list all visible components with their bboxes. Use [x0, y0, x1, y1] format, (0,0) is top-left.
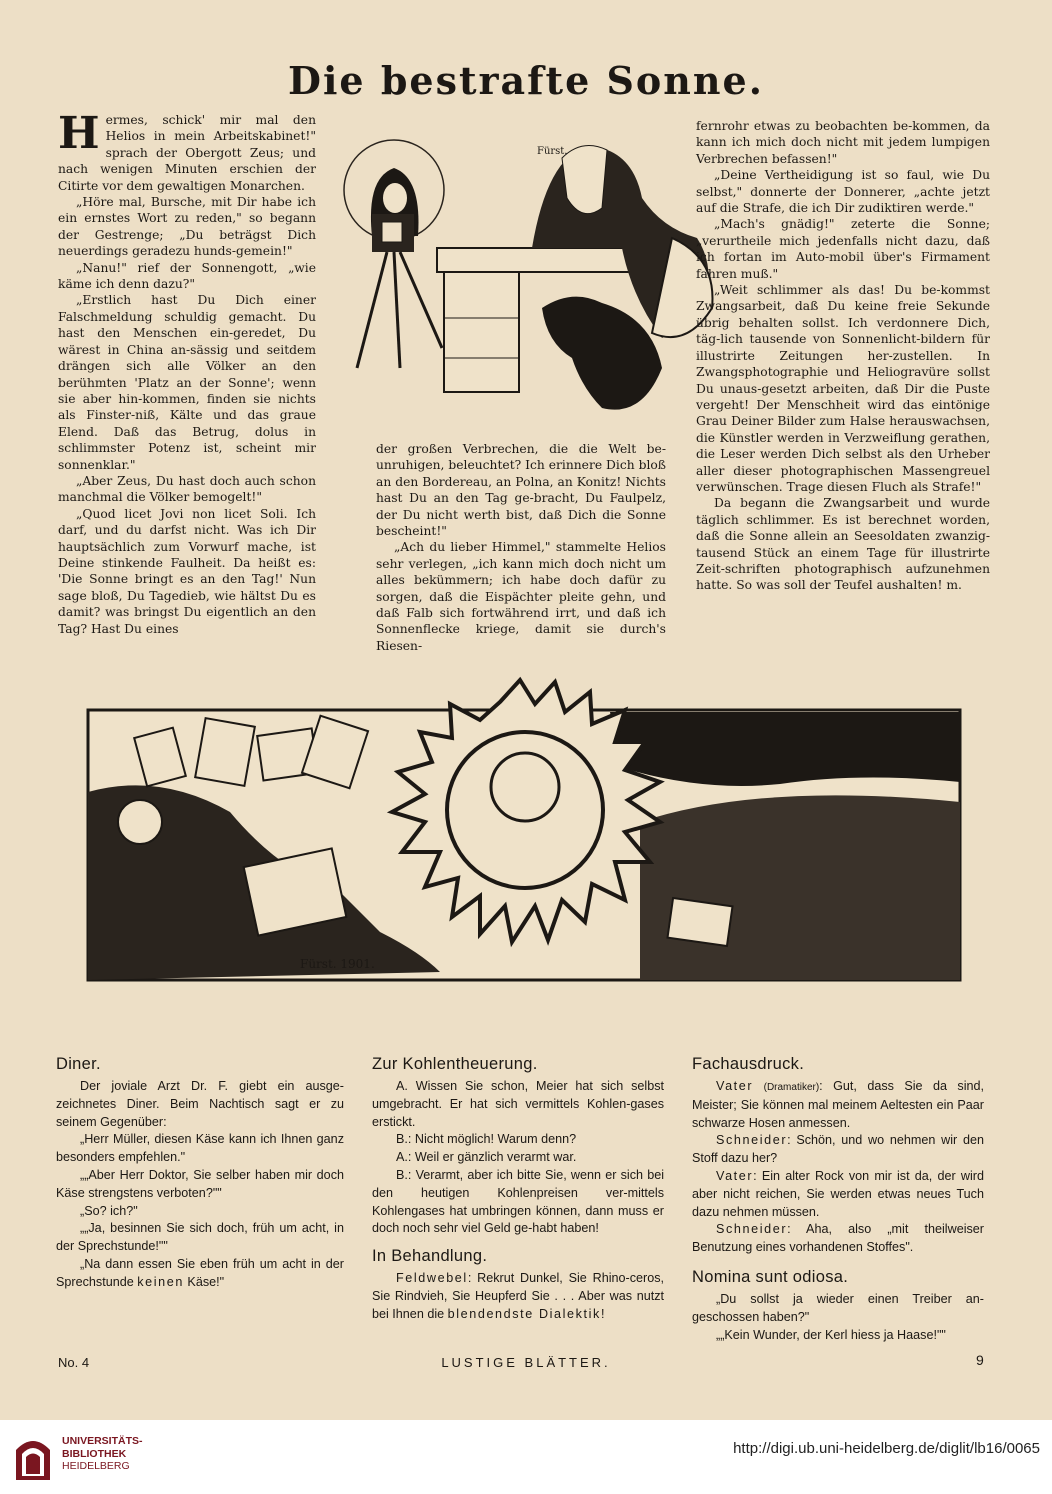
helios-face — [383, 183, 407, 213]
story-left-p3: „Nanu!" rief der Sonnengott, „wie käme ich denn dazu?" — [58, 260, 316, 292]
nomina-heading: Nomina sunt odiosa. — [692, 1267, 849, 1286]
nomina-p2: „„Kein Wunder, der Kerl hiess ja Haase!"" — [716, 1327, 946, 1342]
library-bar — [0, 1420, 1052, 1494]
fach-column — [692, 1054, 984, 1344]
top-illustration-signature: Fürst. — [537, 146, 568, 157]
story-column-left — [58, 108, 316, 637]
behandlung-p1: Feldwebel: Rekrut Dunkel, Sie Rhino-ceros, Sie Rindvieh, Sie Heupferd Sie . . . Aber was nutzt bei Ihnen die blendendste Dialektik! — [372, 1271, 664, 1321]
diner-p1: Der joviale Arzt Dr. F. giebt ein ausge-zeichnetes Diner. Beim Nachtisch sagt er zu seinem Gegenüber: — [56, 1079, 344, 1129]
kohlen-p3: A.: Weil er gänzlich verarmt war. — [396, 1150, 577, 1165]
diner-heading: Diner. — [56, 1055, 101, 1073]
eagle — [542, 297, 662, 410]
issue-number: No. 4 — [58, 1355, 90, 1370]
story-right-p3: „Mach's gnädig!" zeterte die Sonne; „verurtheile mich jedenfalls nicht dazu, daß ich fortan im Auto-mobil über's Firmament fahren muß." — [696, 217, 990, 281]
sea-horizon — [610, 712, 960, 786]
diner-p3: „„Aber Herr Doktor, Sie selber haben mir doch Käse strengstens verboten?"" — [56, 1167, 344, 1200]
diner-p5: „„Ja, besinnen Sie sich doch, früh um acht, in der Sprechstunde!"" — [56, 1221, 344, 1254]
behandlung-heading: In Behandlung. — [372, 1247, 488, 1266]
library-name: UNIVERSITÄTS- BIBLIOTHEK HEIDELBERG — [62, 1435, 143, 1472]
kohlen-p2: B.: Nicht möglich! Warum denn? — [396, 1132, 577, 1147]
story-title: Die bestrafte Sonne. — [288, 58, 764, 103]
magazine-name: LUSTIGE BLÄTTER. — [441, 1355, 611, 1370]
fach-p1: Vater (Dramatiker): Gut, dass Sie da sind, Meister; Sie können mal meinem Aeltesten ein Paar schwarze Hosen anmessen. — [692, 1079, 984, 1130]
story-signature: m. — [946, 578, 962, 593]
fach-heading: Fachausdruck. — [692, 1055, 805, 1073]
story-right-p2: „Deine Vertheidigung ist so faul, wie Du selbst," donnerte der Donnerer, „achte jetzt auf die Strafe, die ich Dir zudiktiren werde." — [696, 168, 990, 216]
nomina-p1: „Du sollst ja wieder einen Treiber an-geschossen haben?" — [692, 1291, 984, 1324]
drop-cap-h: H — [58, 108, 100, 159]
diner-column — [56, 1054, 344, 1292]
sun-disc — [447, 732, 603, 888]
story-right-p4: „Weit schlimmer als das! Du be-kommst Zwangsarbeit, daß Du keine freie Sekunde übrig behalten sollst. Ich verdonnere Dich, täg-lich tausende von Sonnenlicht-bildern für illustrirte Zeitungen her-zustellen. In Zwangsphotographie und Heliogravüre sollst Du unaus-gesetzt arbeiten, daß Dir die Puste vergeht! Der Menschheit wird das eintönige Grau Deiner Bilder zum Halse herauswachsen, die Künstler werden in Verzweiflung gerathen, die Leser werden Dich selbst als den Urheber aller dieser photographischen Massengreuel verwünschen. Trage diesen Fluch als Strafe!" — [696, 283, 990, 494]
kohlen-p4: B.: Verarmt, aber ich bitte Sie, wenn er sich bei den heutigen Kohlenpreisen ver-mittels Kohlengases hat umbringen können, dann muss er doch noch sehr viel Geld ge-habt haben! — [372, 1167, 664, 1236]
sun-illustration — [80, 672, 970, 1018]
page-number: 9 — [976, 1352, 984, 1368]
kohlen-column — [372, 1054, 664, 1324]
library-logo-icon — [12, 1430, 54, 1484]
source-url-link[interactable]: http://digi.ub.uni-heidelberg.de/diglit/lb16/0065 — [733, 1440, 1040, 1457]
story-left-p1: Hermes, schick' mir mal den Helios in mein Arbeitskabinet!" sprach der Obergott Zeus; und nach wenigen Minuten erschien der Citirte vor dem gewaltigen Monarchen. — [58, 108, 316, 193]
story-right-p1: fernrohr etwas zu beobachten be-kommen, da kann ich mich doch nicht mit jedem lumpigen Verbrechen befassen!" — [696, 119, 990, 166]
desk — [437, 248, 637, 272]
photographer-head — [118, 800, 162, 844]
fach-p2: Schneider: Schön, und wo nehmen wir den Stoff dazu her? — [692, 1133, 984, 1166]
kohlen-p1: A. Wissen Sie schon, Meier hat sich selbst umgebracht. Er hat sich vermittels Kohlen-gases erstickt. — [372, 1079, 664, 1129]
story-left-p2: „Höre mal, Bursche, mit Dir habe ich ein ernstes Wort zu reden," so begann der Gestrenge; „Du beträgst Dich neuerdings geradezu hunds-gemein!" — [58, 195, 316, 259]
story-left-p6: „Quod licet Jovi non licet Soli. Ich darf, und du darfst nicht. Was ich Dir hauptsächlich zum Vorwurf mache, ist Deine stinkende Faulheit. Da heißt es: 'Die Sonne bringt es an den Tag!' Nun sage bloß, Du Tagedieb, wie hältst Du es damit? was bringst Du eigentlich an den Tag? Hast Du eines — [58, 506, 316, 636]
top-illustration — [332, 118, 726, 438]
diner-p6: „Na dann essen Sie eben früh um acht in der Sprechstunde keinen Käse!" — [56, 1256, 344, 1289]
story-left-p5: „Aber Zeus, Du hast doch auch schon manchmal die Völker bemogelt!" — [58, 473, 316, 505]
right-ground — [640, 795, 960, 980]
story-mid-p1: der großen Verbrechen, die die Welt be-unruhigen, beleuchtet? Ich erinnere Dich bloß an den Bordereau, an Polna, an Konitz! Nichts hast Du an den Tag ge-bracht, Du Faulpelz, der Du nicht werth bist, daß Dich die Sonne bescheint!" — [376, 442, 666, 539]
story-column-right — [696, 118, 990, 594]
story-column-middle — [376, 441, 666, 654]
kohlen-heading: Zur Kohlentheuerung. — [372, 1055, 538, 1073]
diner-p4: „So? ich?" — [80, 1203, 138, 1218]
story-left-p4: „Erstlich hast Du Dich einer Falschmeldung schuldig gemacht. Du hast den Menschen ein-geredet, Du wärest in China an-sässig und seitdem drängen sich alle Völker an den berühmten 'Platz an der Sonne'; wenn sie aber hin-kommen, finden sie nichts als Finster-niß, Kälte und das graue Elend. Daß das Betrug, dolus in schlimmster Potenz ist, scheint mir sonnenklar." — [58, 293, 316, 472]
camera-lens — [382, 222, 402, 242]
fach-p3: Vater: Ein alter Rock von mir ist da, der wird aber nicht reichen, Sie werden etwas neues Tuch dazu nehmen müssen. — [692, 1168, 984, 1219]
story-right-p5: Da begann die Zwangsarbeit und wurde täglich schlimmer. Es ist berechnet worden, daß die Sonne allein an Seesoldaten zwanzig-tausend Stück an einem Tage für illustrirte Zeit-schriften photographisch aufzunehmen hatte. So was soll der Teufel aushalten! m. — [696, 496, 990, 593]
fach-p4: Schneider: Aha, also „mit theilweiser Benutzung eines vorhandenen Stoffes". — [692, 1222, 984, 1255]
sun-illustration-signature: Fürst. 1901. — [300, 957, 375, 971]
diner-p2: „Herr Müller, diesen Käse kann ich Ihnen ganz besonders empfehlen." — [56, 1132, 344, 1165]
story-mid-p2: „Ach du lieber Himmel," stammelte Helios sehr verlegen, „ich kann mich doch nicht um alles bekümmern; ich habe doch dafür zu sorgen, daß die Eispächter pleite gehn, und daß Falb sich fortwährend irrt, und daß ich Sonnenflecke kriege, damit sie durch's Riesen- — [376, 540, 666, 653]
